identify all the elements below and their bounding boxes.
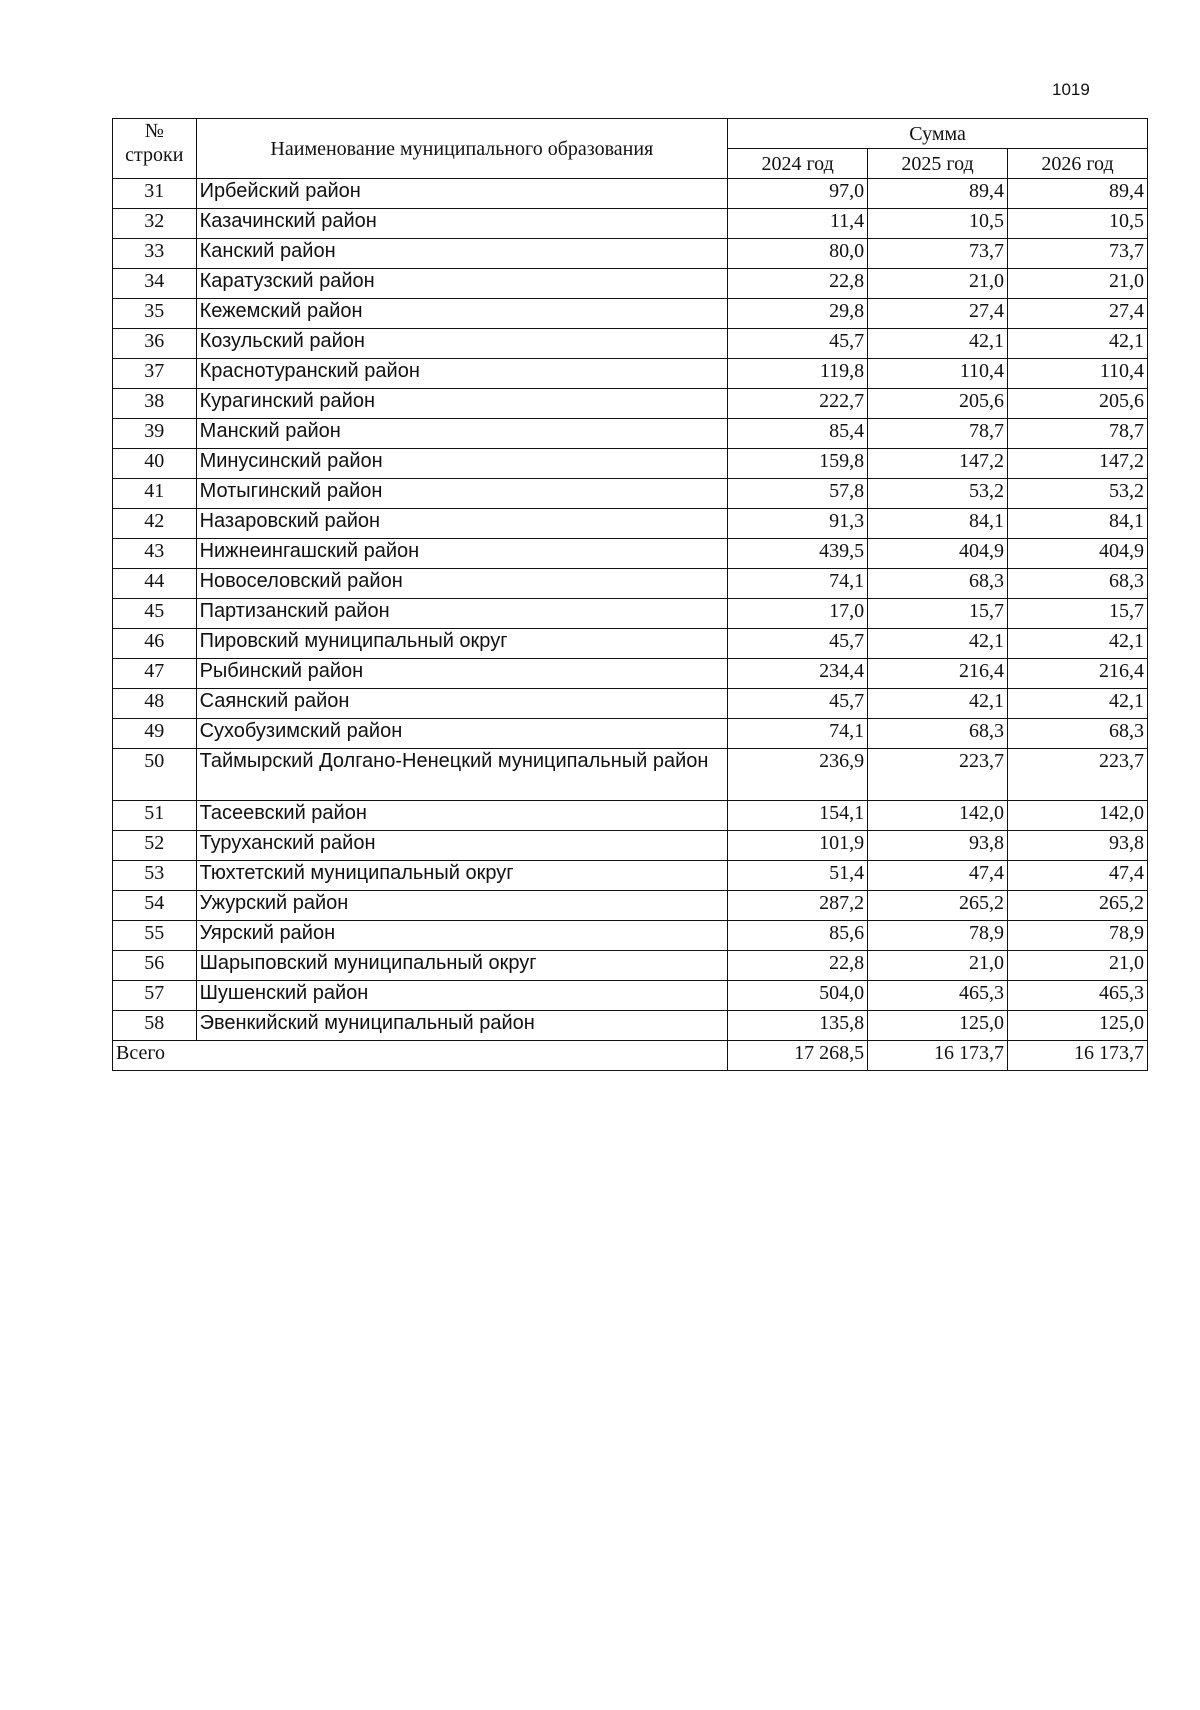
- value-2024: 154,1: [728, 801, 868, 831]
- municipality-name: Назаровский район: [196, 509, 728, 539]
- value-2025: 68,3: [868, 719, 1008, 749]
- value-2026: 205,6: [1008, 389, 1148, 419]
- row-number: 45: [113, 599, 197, 629]
- table-row: [113, 419, 1148, 449]
- value-2025: 223,7: [868, 749, 1008, 801]
- table-row: [113, 749, 1148, 801]
- municipality-name: Ирбейский район: [196, 179, 728, 209]
- table-row: [113, 891, 1148, 921]
- value-2025: 27,4: [868, 299, 1008, 329]
- row-number: 33: [113, 239, 197, 269]
- municipality-name: Минусинский район: [196, 449, 728, 479]
- value-2025: 404,9: [868, 539, 1008, 569]
- row-number: 48: [113, 689, 197, 719]
- value-2026: 147,2: [1008, 449, 1148, 479]
- table-row: [113, 689, 1148, 719]
- value-2025: 89,4: [868, 179, 1008, 209]
- row-number: 36: [113, 329, 197, 359]
- value-2025: 216,4: [868, 659, 1008, 689]
- table-row: [113, 981, 1148, 1011]
- row-number: 52: [113, 831, 197, 861]
- row-number: 46: [113, 629, 197, 659]
- value-2025: 53,2: [868, 479, 1008, 509]
- value-2026: 47,4: [1008, 861, 1148, 891]
- municipality-name: Саянский район: [196, 689, 728, 719]
- table-row: [113, 359, 1148, 389]
- municipality-name: Шарыповский муниципальный округ: [196, 951, 728, 981]
- municipality-name: Курагинский район: [196, 389, 728, 419]
- table-row: [113, 801, 1148, 831]
- header-sum: Сумма: [728, 119, 1148, 149]
- table-row: [113, 239, 1148, 269]
- table-row: [113, 659, 1148, 689]
- value-2025: 84,1: [868, 509, 1008, 539]
- municipality-name: Ужурский район: [196, 891, 728, 921]
- value-2026: 42,1: [1008, 689, 1148, 719]
- value-2026: 15,7: [1008, 599, 1148, 629]
- table-body: [113, 179, 1148, 1041]
- table-row: [113, 449, 1148, 479]
- total-2026: 16 173,7: [1008, 1041, 1148, 1071]
- value-2024: 222,7: [728, 389, 868, 419]
- row-number: 54: [113, 891, 197, 921]
- row-number: 35: [113, 299, 197, 329]
- value-2025: 125,0: [868, 1011, 1008, 1041]
- value-2026: 68,3: [1008, 569, 1148, 599]
- municipality-name: Тасеевский район: [196, 801, 728, 831]
- value-2025: 78,7: [868, 419, 1008, 449]
- row-number: 31: [113, 179, 197, 209]
- value-2026: 73,7: [1008, 239, 1148, 269]
- table-row: [113, 509, 1148, 539]
- value-2026: 10,5: [1008, 209, 1148, 239]
- value-2024: 159,8: [728, 449, 868, 479]
- municipality-name: Манский район: [196, 419, 728, 449]
- value-2024: 74,1: [728, 569, 868, 599]
- value-2025: 147,2: [868, 449, 1008, 479]
- table-row: [113, 329, 1148, 359]
- value-2024: 236,9: [728, 749, 868, 801]
- value-2024: 85,4: [728, 419, 868, 449]
- value-2026: 404,9: [1008, 539, 1148, 569]
- table-row: [113, 599, 1148, 629]
- value-2024: 97,0: [728, 179, 868, 209]
- header-year-2026: 2026 год: [1008, 149, 1148, 179]
- row-number: 50: [113, 749, 197, 801]
- value-2025: 15,7: [868, 599, 1008, 629]
- table-row: [113, 921, 1148, 951]
- value-2026: 42,1: [1008, 629, 1148, 659]
- table-row: [113, 719, 1148, 749]
- value-2025: 47,4: [868, 861, 1008, 891]
- row-number: 38: [113, 389, 197, 419]
- value-2026: 53,2: [1008, 479, 1148, 509]
- value-2026: 68,3: [1008, 719, 1148, 749]
- value-2024: 504,0: [728, 981, 868, 1011]
- value-2025: 10,5: [868, 209, 1008, 239]
- value-2026: 42,1: [1008, 329, 1148, 359]
- header-row-number: [113, 119, 197, 179]
- value-2025: 21,0: [868, 269, 1008, 299]
- municipality-name: Пировский муниципальный округ: [196, 629, 728, 659]
- row-number: 34: [113, 269, 197, 299]
- value-2026: 223,7: [1008, 749, 1148, 801]
- table-header: [113, 119, 1148, 179]
- header-municipality-name: Наименование муниципального образования: [196, 119, 728, 179]
- value-2026: 142,0: [1008, 801, 1148, 831]
- municipality-name: Уярский район: [196, 921, 728, 951]
- header-rows-word: строки: [125, 144, 184, 166]
- municipality-name: Шушенский район: [196, 981, 728, 1011]
- value-2024: 91,3: [728, 509, 868, 539]
- table-row: [113, 209, 1148, 239]
- row-number: 44: [113, 569, 197, 599]
- table-row: [113, 831, 1148, 861]
- value-2026: 125,0: [1008, 1011, 1148, 1041]
- value-2024: 51,4: [728, 861, 868, 891]
- municipality-name: Эвенкийский муниципальный район: [196, 1011, 728, 1041]
- value-2026: 465,3: [1008, 981, 1148, 1011]
- municipality-name: Казачинский район: [196, 209, 728, 239]
- table-row: [113, 269, 1148, 299]
- value-2026: 84,1: [1008, 509, 1148, 539]
- table-row: [113, 629, 1148, 659]
- row-number: 51: [113, 801, 197, 831]
- value-2026: 110,4: [1008, 359, 1148, 389]
- municipality-name: Таймырский Долгано-Ненецкий муниципальный район: [196, 749, 728, 801]
- value-2025: 42,1: [868, 329, 1008, 359]
- table-row: [113, 539, 1148, 569]
- page-number: 1019: [1052, 80, 1090, 99]
- total-row: [113, 1041, 1148, 1071]
- total-2024: 17 268,5: [728, 1041, 868, 1071]
- value-2024: 119,8: [728, 359, 868, 389]
- table-row: [113, 1011, 1148, 1041]
- value-2026: 265,2: [1008, 891, 1148, 921]
- row-number: 43: [113, 539, 197, 569]
- value-2026: 27,4: [1008, 299, 1148, 329]
- table-row: [113, 569, 1148, 599]
- municipality-name: Туруханский район: [196, 831, 728, 861]
- value-2024: 17,0: [728, 599, 868, 629]
- value-2024: 45,7: [728, 689, 868, 719]
- total-label: Всего: [113, 1041, 728, 1071]
- value-2025: 78,9: [868, 921, 1008, 951]
- value-2024: 45,7: [728, 629, 868, 659]
- value-2026: 21,0: [1008, 269, 1148, 299]
- total-2025: 16 173,7: [868, 1041, 1008, 1071]
- value-2026: 93,8: [1008, 831, 1148, 861]
- value-2025: 68,3: [868, 569, 1008, 599]
- value-2024: 29,8: [728, 299, 868, 329]
- value-2025: 42,1: [868, 629, 1008, 659]
- row-number: 42: [113, 509, 197, 539]
- value-2024: 439,5: [728, 539, 868, 569]
- municipality-name: Мотыгинский район: [196, 479, 728, 509]
- row-number: 32: [113, 209, 197, 239]
- table-row: [113, 479, 1148, 509]
- header-year-2025: 2025 год: [868, 149, 1008, 179]
- value-2024: 80,0: [728, 239, 868, 269]
- value-2024: 22,8: [728, 269, 868, 299]
- municipality-name: Новоселовский район: [196, 569, 728, 599]
- row-number: 53: [113, 861, 197, 891]
- municipality-name: Рыбинский район: [196, 659, 728, 689]
- value-2025: 465,3: [868, 981, 1008, 1011]
- municipality-name: Сухобузимский район: [196, 719, 728, 749]
- municipality-name: Кежемский район: [196, 299, 728, 329]
- municipality-name: Козульский район: [196, 329, 728, 359]
- table-row: [113, 299, 1148, 329]
- value-2024: 74,1: [728, 719, 868, 749]
- municipality-name: Нижнеингашский район: [196, 539, 728, 569]
- value-2025: 21,0: [868, 951, 1008, 981]
- row-number: 56: [113, 951, 197, 981]
- row-number: 41: [113, 479, 197, 509]
- municipality-name: Тюхтетский муниципальный округ: [196, 861, 728, 891]
- value-2024: 101,9: [728, 831, 868, 861]
- value-2025: 205,6: [868, 389, 1008, 419]
- table-row: [113, 179, 1148, 209]
- municipality-name: Партизанский район: [196, 599, 728, 629]
- value-2024: 11,4: [728, 209, 868, 239]
- value-2025: 73,7: [868, 239, 1008, 269]
- row-number: 39: [113, 419, 197, 449]
- table-row: [113, 389, 1148, 419]
- value-2024: 57,8: [728, 479, 868, 509]
- row-number: 55: [113, 921, 197, 951]
- row-number: 47: [113, 659, 197, 689]
- value-2024: 45,7: [728, 329, 868, 359]
- value-2026: 21,0: [1008, 951, 1148, 981]
- value-2024: 287,2: [728, 891, 868, 921]
- value-2024: 135,8: [728, 1011, 868, 1041]
- municipality-name: Каратузский район: [196, 269, 728, 299]
- header-number-sign: №: [144, 120, 164, 142]
- value-2024: 234,4: [728, 659, 868, 689]
- row-number: 37: [113, 359, 197, 389]
- value-2026: 89,4: [1008, 179, 1148, 209]
- value-2026: 216,4: [1008, 659, 1148, 689]
- value-2025: 93,8: [868, 831, 1008, 861]
- row-number: 57: [113, 981, 197, 1011]
- value-2025: 42,1: [868, 689, 1008, 719]
- municipality-name: Канский район: [196, 239, 728, 269]
- header-year-2024: 2024 год: [728, 149, 868, 179]
- budget-table: [112, 118, 1148, 1071]
- table-row: [113, 861, 1148, 891]
- row-number: 49: [113, 719, 197, 749]
- value-2025: 110,4: [868, 359, 1008, 389]
- row-number: 40: [113, 449, 197, 479]
- value-2025: 265,2: [868, 891, 1008, 921]
- row-number: 58: [113, 1011, 197, 1041]
- value-2025: 142,0: [868, 801, 1008, 831]
- value-2024: 22,8: [728, 951, 868, 981]
- table-row: [113, 951, 1148, 981]
- value-2026: 78,9: [1008, 921, 1148, 951]
- municipality-name: Краснотуранский район: [196, 359, 728, 389]
- value-2024: 85,6: [728, 921, 868, 951]
- value-2026: 78,7: [1008, 419, 1148, 449]
